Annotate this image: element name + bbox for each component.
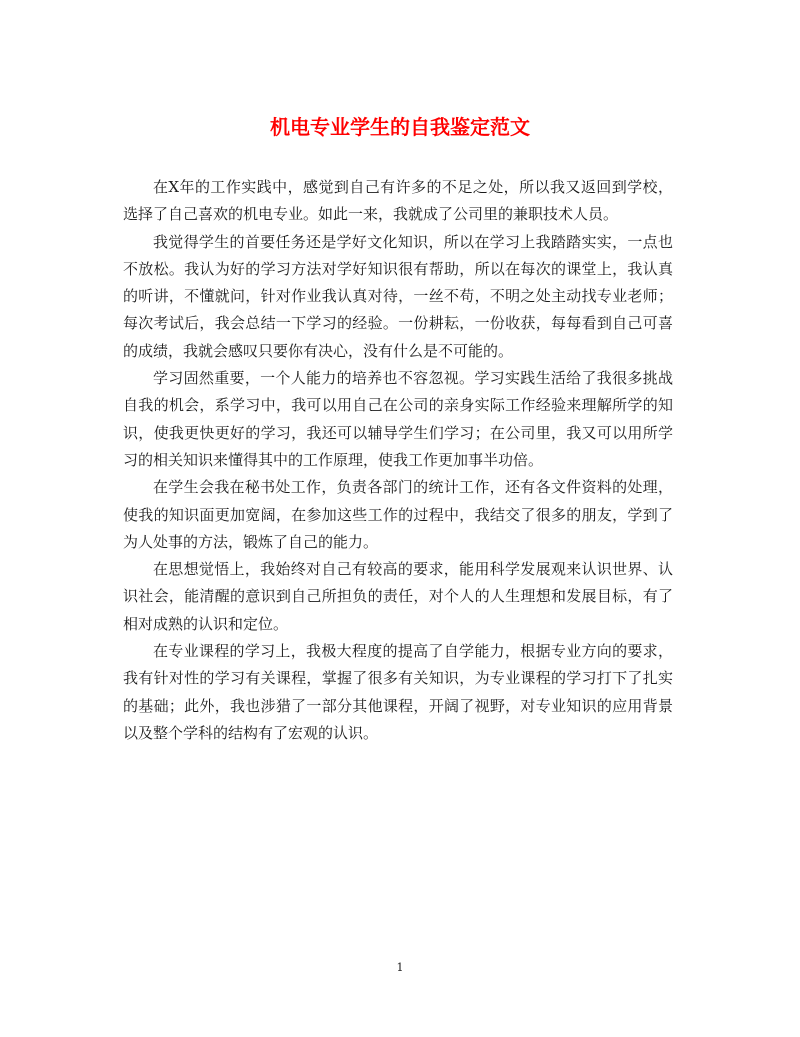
page-title: 机电专业学生的自我鉴定范文 [270,115,530,139]
paragraph: 学习固然重要，一个人能力的培养也不容忽视。学习实践生活给了我很多挑战自我的机会，系学习中，我可以用自己在公司的亲身实际工作经验来理解所学的知识，使我更快更好的学习，我还可以辅导学生们学习；在公司里，我又可以用所学习的相关知识来懂得其中的工作原理，使我工作更加事半功倍。 [123,369,673,469]
paragraph: 在专业课程的学习上，我极大程度的提高了自学能力，根据专业方向的要求，我有针对性的学习有关课程，掌握了很多有关知识，为专业课程的学习打下了扎实的基础；此外，我也涉猎了一部分其他课程，开阔了视野，对专业知识的应用背景以及整个学科的结构有了宏观的认识。 [123,642,673,742]
document-body [123,174,673,747]
page-number: 1 [396,961,404,974]
paragraph: 我觉得学生的首要任务还是学好文化知识，所以在学习上我踏踏实实，一点也不放松。我认为好的学习方法对学好知识很有帮助，所以在每次的课堂上，我认真的听讲，不懂就问，针对作业我认真对待，一丝不苟，不明之处主动找专业老师；每次考试后，我会总结一下学习的经验。一份耕耘，一份收获，每每看到自己可喜的成绩，我就会感叹只要你有决心，没有什么是不可能的。 [123,232,673,360]
paragraph: 在X年的工作实践中，感觉到自己有许多的不足之处，所以我又返回到学校，选择了自己喜欢的机电专业。如此一来，我就成了公司里的兼职技术人员。 [123,178,673,224]
paragraph: 在学生会我在秘书处工作，负责各部门的统计工作，还有各文件资料的处理，使我的知识面更加宽阔，在参加这些工作的过程中，我结交了很多的朋友，学到了为人处事的方法，锻炼了自己的能力。 [123,478,673,551]
paragraph: 在思想觉悟上，我始终对自己有较高的要求，能用科学发展观来认识世界、认识社会，能清醒的意识到自己所担负的责任，对个人的人生理想和发展目标，有了相对成熟的认识和定位。 [123,560,673,633]
